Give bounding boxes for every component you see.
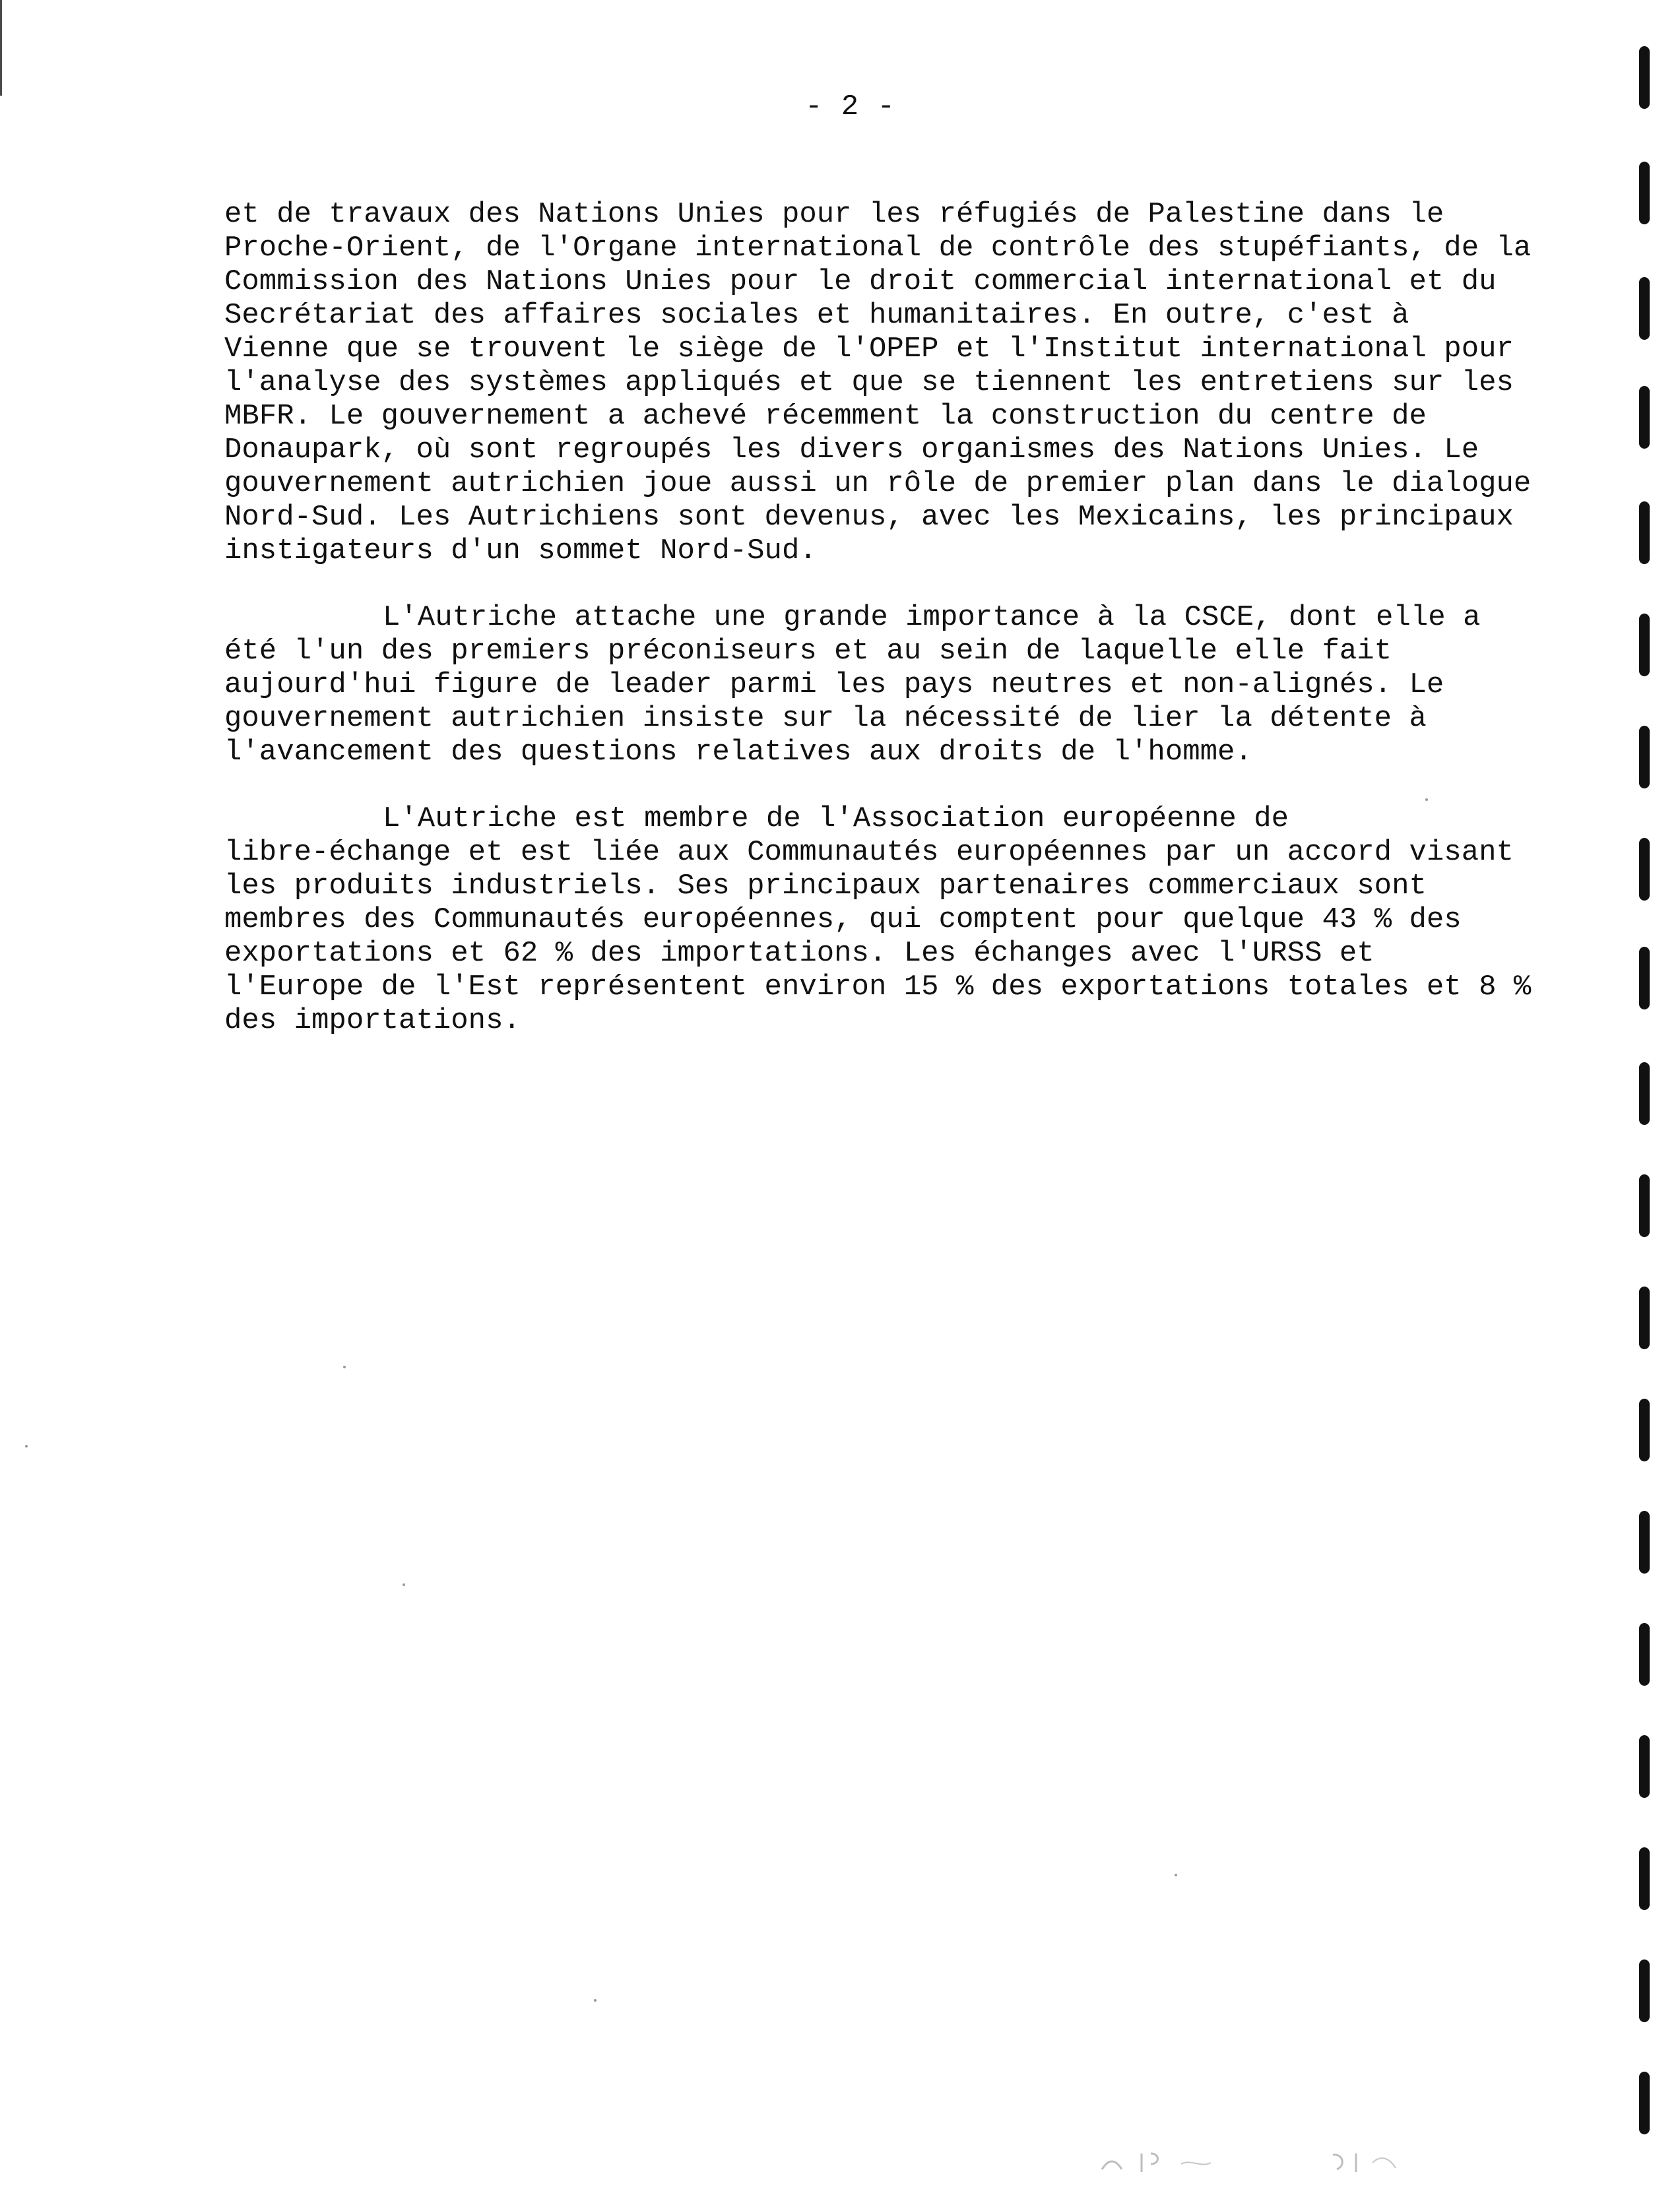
text-line: L'Autriche est membre de l'Association européenne de (383, 802, 1289, 835)
text-line: Nord-Sud. Les Autrichiens sont devenus, avec les Mexicains, les principaux (224, 501, 1514, 534)
binding-hole-mark (1639, 947, 1650, 1009)
text-line: Commission des Nations Unies pour le droit commercial international et du (224, 265, 1497, 298)
text-line: Secrétariat des affaires sociales et humanitaires. En outre, c'est à (224, 299, 1409, 332)
scan-speck (25, 1445, 28, 1448)
text-line: libre-échange et est liée aux Communautés européennes par un accord visant (224, 836, 1514, 869)
text-line: et de travaux des Nations Unies pour les réfugiés de Palestine dans le (224, 198, 1444, 231)
faint-footer-marks (1095, 2144, 1438, 2177)
binding-hole-mark (1639, 726, 1650, 788)
left-edge-rule (0, 0, 2, 96)
binding-hole-mark (1639, 1623, 1650, 1686)
scan-speck (1175, 1874, 1177, 1876)
scan-speck (1425, 798, 1428, 801)
text-line: aujourd'hui figure de leader parmi les pays neutres et non-alignés. Le (224, 668, 1444, 701)
text-line: Donaupark, où sont regroupés les divers organismes des Nations Unies. Le (224, 433, 1479, 466)
paragraph-csce (224, 601, 1481, 769)
text-line: membres des Communautés européennes, qui comptent pour quelque 43 % des (224, 903, 1462, 936)
binding-hole-mark (1639, 2072, 1650, 2134)
binding-hole-mark (1639, 1399, 1650, 1461)
text-line: instigateurs d'un sommet Nord-Sud. (224, 534, 817, 567)
scan-speck (343, 1366, 346, 1368)
binding-hole-mark (1639, 46, 1650, 109)
text-line: MBFR. Le gouvernement a achevé récemment la construction du centre de (224, 400, 1427, 433)
binding-hole-mark (1639, 1287, 1650, 1349)
text-line: l'Europe de l'Est représentent environ 15 % des exportations totales et 8 % (224, 971, 1532, 1004)
text-line: gouvernement autrichien joue aussi un rôle de premier plan dans le dialogue (224, 467, 1532, 500)
binding-hole-mark (1639, 838, 1650, 901)
binding-hole-mark (1639, 162, 1650, 224)
text-line: l'analyse des systèmes appliqués et que se tiennent les entretiens sur les (224, 366, 1514, 399)
text-line: Vienne que se trouvent le siège de l'OPEP et l'Institut international pour (224, 333, 1514, 366)
text-line: Proche-Orient, de l'Organe international de contrôle des stupéfiants, de la (224, 232, 1532, 265)
scan-speck (594, 1999, 597, 2002)
binding-hole-mark (1639, 501, 1650, 564)
paragraph-trade (224, 802, 1532, 1038)
text-line: été l'un des premiers préconiseurs et au sein de laquelle elle fait (224, 635, 1392, 668)
text-line: L'Autriche attache une grande importance à la CSCE, dont elle a (383, 601, 1481, 634)
scan-speck (403, 1583, 405, 1586)
paragraph-vienna-organizations (224, 198, 1532, 568)
page-number: - 2 - (805, 90, 896, 123)
binding-hole-mark (1639, 1062, 1650, 1125)
document-body (224, 198, 1532, 1071)
binding-hole-mark (1639, 1735, 1650, 1798)
binding-marks (1632, 46, 1672, 2171)
text-line: les produits industriels. Ses principaux partenaires commerciaux sont (224, 870, 1427, 903)
binding-hole-mark (1639, 1847, 1650, 1910)
text-line: gouvernement autrichien insiste sur la nécessité de lier la détente à (224, 702, 1427, 735)
text-line: exportations et 62 % des importations. Les échanges avec l'URSS et (224, 937, 1374, 970)
binding-hole-mark (1639, 277, 1650, 340)
binding-hole-mark (1639, 1511, 1650, 1574)
text-line: l'avancement des questions relatives aux droits de l'homme. (224, 736, 1252, 769)
binding-hole-mark (1639, 1960, 1650, 2022)
binding-hole-mark (1639, 1174, 1650, 1237)
binding-hole-mark (1639, 614, 1650, 676)
binding-hole-mark (1639, 386, 1650, 449)
text-line: des importations. (224, 1004, 521, 1037)
